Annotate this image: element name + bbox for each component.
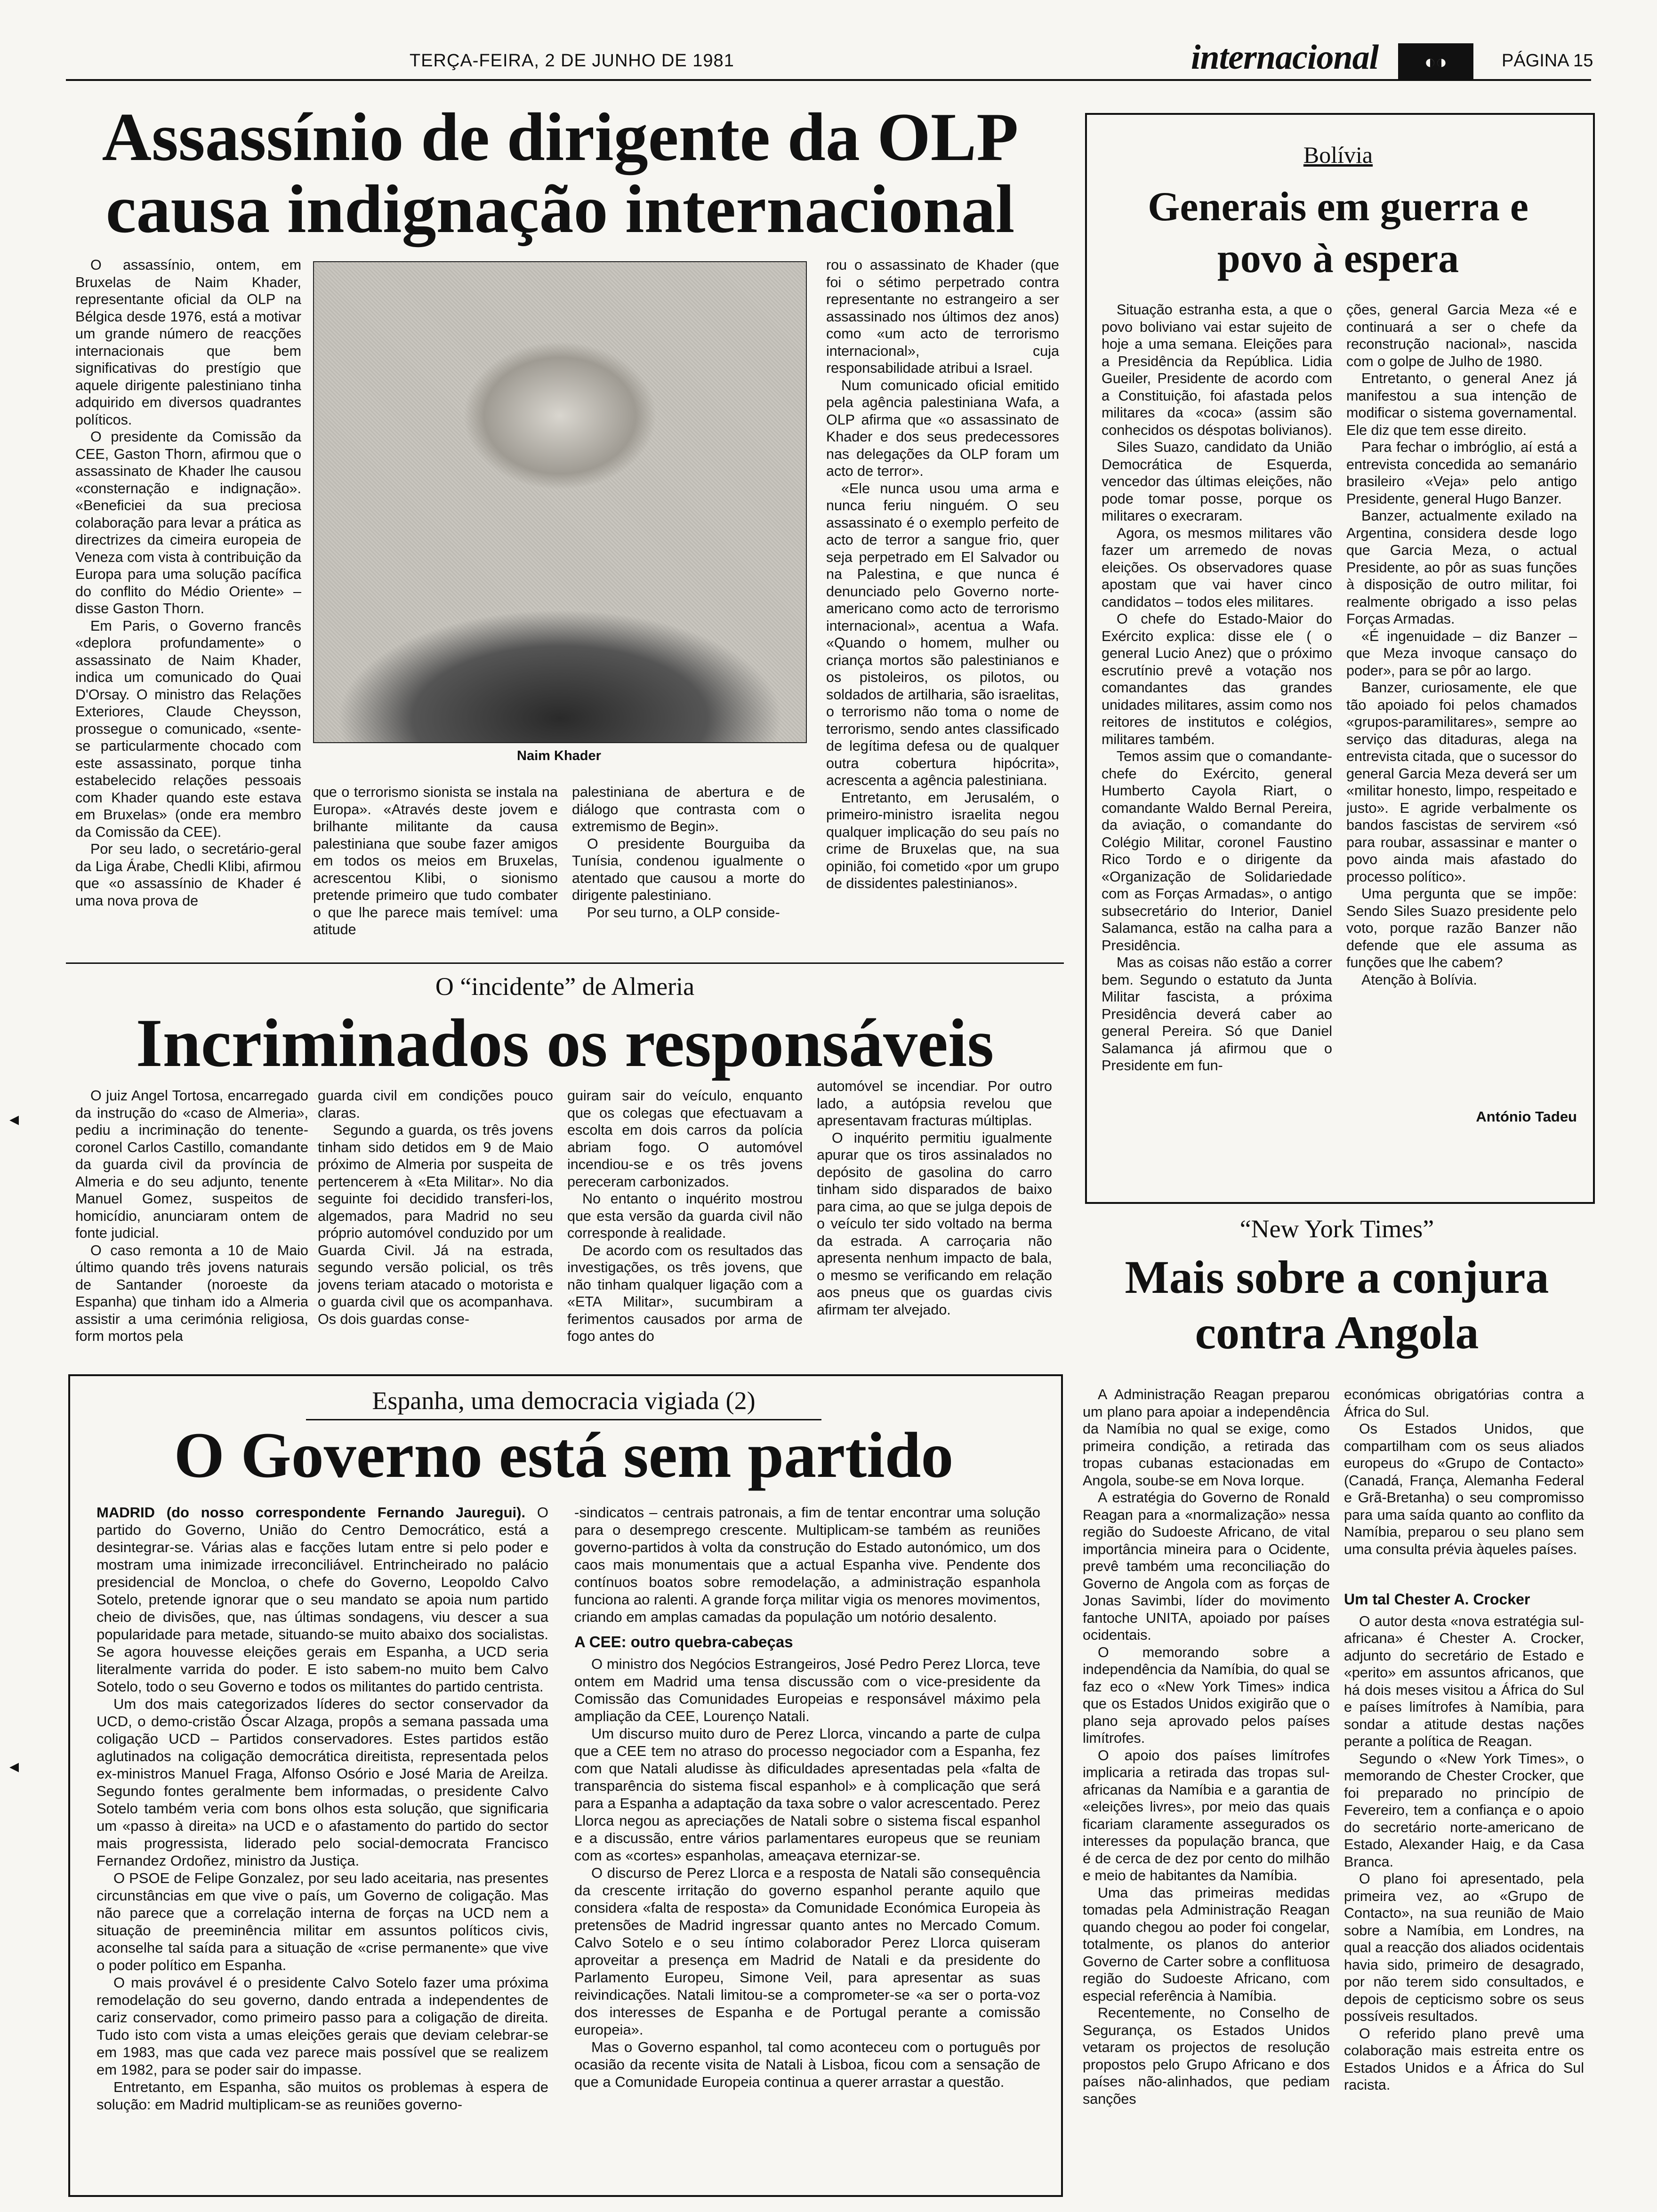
almeria-column-3 [567,1087,803,1360]
almeria-paragraph: Segundo a guarda, os três jovens tinham sido detidos em 9 de Maio próximo de Almeria por suspeita de pertencerem à «Eta Militar». No dia seguinte foi decidido transferi-los, algemados, para Madrid no seu próprio automóvel conduzido por um Guarda Civil. Já na estrada, segundo versão policial, os três jovens teriam atacado o motorista e o guarda civil que os acompanhava. Os dois guardas conse- [318,1122,553,1327]
bolivia-paragraph: Banzer, curiosamente, ele que tão apoiado foi pelos chamados «grupos-paramilitares», sempre ao serviço das ditaduras, alega na entrevista citada, que o sucessor do general Garcia Meza deverá ser um «militar honesto, limpo, respeitado e justo». E agride verbalmente os bandos fascistas de servirem «só para roubar, assassinar e manter o povo ainda mais afastado do processo político». [1346,680,1577,885]
section-logo-icon: ◐◑ [1398,43,1473,81]
bolivia-paragraph: Siles Suazo, candidato da União Democrática de Esquerda, vencedor das últimas eleições, não pode tomar posse, porque os militares o execraram. [1102,439,1332,524]
almeria-column-4 [817,1078,1052,1360]
photo-caption: Naim Khader [517,748,601,763]
espanha-paragraph: -sindicatos – centrais patronais, a fim de tentar encontrar uma solução para o desemprego crescente. Multiplicam-se também as reuniões governo-partidos à volta da construção do Estado autonómico, um dos caos mais monumentais que a actual Espanha vive. Pendente dos contínuos boatos sobre remodelação, a administração espanhola funciona ao ralenti. A grande força militar vigia os menores movimentos, criando em amplas camadas da população um notório desalento. [574,1504,1040,1625]
olp-paragraph: O presidente Bourguiba da Tunísia, condenou igualmente o atentado que causou a morte do dirigente palestiniano. [572,835,805,903]
bolivia-paragraph: Mas as coisas não estão a correr bem. Segundo o estatuto da Junta Militar fascista, a próxima Presidência deverá caber ao general Pereira. Só que Daniel Salamanca já afirmou que o Presidente em fun- [1102,954,1332,1074]
page-date: TERÇA-FEIRA, 2 DE JUNHO DE 1981 [410,51,734,71]
bolivia-paragraph: Agora, os mesmos militares vão fazer um arremedo de novas eleições. Os observadores quase apostam que vai haver cinco candidatos – todos eles militares. [1102,525,1332,610]
nyt-subhead: Um tal Chester A. Crocker [1344,1591,1530,1608]
espanha-paragraph: Um discurso muito duro de Perez Llorca, vincando a parte de culpa que a CEE tem no atraso do processo negociador com a Espanha, fez com que Natali aludisse às dificuldades apresentadas pela «falta de transparência do sistema fiscal espanhol» e à complicação que será para a Espanha a adaptação da taxa sobre o valor acrescentado. Perez Llorca negou as apreciações de Natali sobre o sistema fiscal espanhol e a discussão, entre vários parlamentares europeus que se reuniam com as «cortes» espanholas, ameaçava eternizar-se. [574,1725,1040,1864]
olp-headline: Assassínio de dirigente da OLP causa indignação internacional [102,99,1019,248]
naim-khader-photo [313,261,807,743]
bolivia-paragraph: Situação estranha esta, a que o povo boliviano vai estar sujeito de hoje a uma semana. Eleições para a Presidência da República. Lidia Gueiler, Presidente de acordo com a Constituição, foi afastada pelos militares da «coca» (assim são conhecidos os déspotas bolivianos). [1102,302,1332,438]
bolivia-paragraph: Temos assim que o comandante-chefe do Exército, general Humberto Cayola Riart, o comandante Waldo Bernal Pereira, da aviação, o comandante do Colégio Militar, coronel Faustino Rico Tordo e o dirigente da «Organização de Solidariedade com as Forças Armadas», o antigo subsecretário do Interior, Daniel Salamanca, estão na calha para a Presidência. [1102,748,1332,954]
espanha-byline: MADRID (do nosso correspondente Fernando Jauregui). [97,1504,526,1521]
almeria-column-2 [318,1087,553,1360]
almeria-paragraph: automóvel se incendiar. Por outro lado, a autópsia revelou que apresentavam fracturas múltiplas. [817,1078,1052,1129]
almeria-paragraph: No entanto o inquérito mostrou que esta versão da guarda civil não corresponde à realidade. [567,1191,803,1241]
nyt-paragraph: económicas obrigatórias contra a África do Sul. [1344,1387,1584,1420]
bolivia-paragraph: Para fechar o imbróglio, aí está a entrevista concedida ao semanário brasileiro «Veja» pelo antigo Presidente, general Hugo Banzer. [1346,439,1577,507]
espanha-lead [97,1504,548,1695]
margin-arrow-icon: ◂ [9,1109,19,1130]
nyt-paragraph: O memorando sobre a independência da Namíbia, do qual se faz eco o «New York Times» indica que os Estados Unidos exigirão que o plano seja aprovado pelos países limítrofes. [1083,1644,1330,1746]
olp-paragraph: Por seu turno, a OLP conside- [587,904,780,921]
olp-paragraph: «Ele nunca usou uma arma e nunca feriu ninguém. O seu assassinato é o exemplo perfeito de acto de terror a sangue frio, quer seja perpetrado em El Salvador ou na Palestina, e que nunca é denunciado pelo Governo norte-americano como acto de terrorismo internacional», acentua a Wafa. «Quando o homem, mulher ou criança mortos são palestinianos e os pistoleiros, os pilotos, ou soldados de artilharia, são israelitas, o terrorismo não toma o nome de terrorismo, sendo antes classificado de legítima defesa ou de qualquer outra cobertura hipócrita», acrescenta a agência palestiniana. [826,480,1059,788]
nyt-paragraph: A estratégia do Governo de Ronald Reagan para a «normalização» nessa região do Sudoeste Africano, de vital importância mineira para o Ocidente, prevê também uma reconciliação do Governo de Angola com as forças de Jonas Savimbi, líder do movimento fantoche UNITA, apoiado por países ocidentais. [1083,1490,1330,1643]
olp-paragraph: O presidente da Comissão da CEE, Gaston Thorn, afirmou que o assassinato de Khader lhe causou «consternação e indignação». «Beneficiei da sua preciosa colaboração para levar a prática as directrizes da cimeira europeia de Veneza com vista à contribuição da Europa para uma solução pacífica do conflito do Médio Oriente» – disse Gaston Thorn. [75,429,301,617]
nyt-paragraph: O plano foi apresentado, pela primeira vez, ao «Grupo de Contacto», na sua reunião de Maio sobre a Namíbia, em Londres, na qual a reacção dos aliados ocidentais havia sido, primeiro de desagrado, por não terem sido consultados, e depois de cepticismo sobre os seus possíveis resultados. [1344,1871,1584,2024]
olp-paragraph: Por seu lado, o secretário-geral da Liga Árabe, Chedli Klibi, afirmou que «o assassínio de Khader é uma nova prova de [75,841,301,909]
nyt-paragraph: Uma das primeiras medidas tomadas pela Administração Reagan quando chegou ao poder foi congelar, totalmente, os planos do anterior Governo de Carter sobre a conflituosa região do Sudoeste Africano, com especial referência à Namíbia. [1083,1884,1330,2004]
almeria-paragraph: De acordo com os resultados das investigações, os três jovens, que não tinham qualquer ligação com a «ETA Militar», sucumbiram a ferimentos causados por arma de fogo antes do [567,1242,803,1344]
bolivia-signature: António Tadeu [1476,1108,1577,1125]
olp-column-3 [572,784,805,944]
nyt-headline: Mais sobre a conjura contra Angola [1125,1251,1549,1359]
olp-paragraph: palestiniana de abertura e de diálogo que contrasta com o extremismo de Begin». [572,784,805,834]
nyt-column-2 [1344,1386,1584,2167]
espanha-paragraph: O discurso de Perez Llorca e a resposta de Natali são consequência da crescente irritação do governo espanhol perante aquilo que considera «falta de resposta» da Comunidade Económica Europeia às pretensões de Madrid ingressar quanto antes no Mercado Comum. Calvo Sotelo e o seu íntimo colaborador Perez Llorca quiseram aproveitar a presença em Madrid de Natali e da presidente do Parlamento Europeu, Simone Veil, para apresentar as suas reivindicações. Natali limitou-se a comprometer-se «a ser o porta-voz dos interesses de Espanha e de Portugal perante a comissão europeia». [574,1865,1040,2038]
nyt-column-1 [1083,1386,1330,2167]
almeria-column-1 [75,1087,308,1360]
bolivia-kicker: Bolívia [1303,142,1373,168]
bolivia-paragraph: Banzer, actualmente exilado na Argentina, considera desde logo que Garcia Meza, o actual Presidente, ao pôr as suas funções à disposição de outro militar, foi realmente obrigado a isso pelas Forças Armadas. [1346,508,1577,627]
almeria-paragraph: guiram sair do veículo, enquanto que os colegas que efectuavam a escolta em dois carros da polícia abriam fogo. O automóvel incendiou-se e os três jovens pereceram carbonizados. [567,1088,803,1190]
bolivia-paragraph: O chefe do Estado-Maior do Exército explica: disse ele ( o general Lucio Anez) que o próximo escrutínio prevê a votação nos comandantes das grandes unidades militares, assim como nos reitores de institutos e colégios, militares também. [1102,611,1332,747]
nyt-paragraph: Recentemente, no Conselho de Segurança, os Estados Unidos vetaram os projectos de resolução propostos pelo Grupo Africano e dos países não-alinhados, que pediam sanções [1083,2005,1330,2107]
bolivia-headline: Generais em guerra e povo à espera [1148,184,1528,281]
espanha-subhead: A CEE: outro quebra-cabeças [574,1633,793,1651]
bolivia-paragraph: Entretanto, o general Anez já manifestou a sua intenção de modificar o sistema governamental. Ele diz que tem esse direito. [1346,370,1577,438]
espanha-paragraph: Mas o Governo espanhol, tal como aconteceu com o português por ocasião da recente visita de Natali à Lisboa, ficou com a sensação de que a Comunidade Europeia continua a querer arrastar a questão. [574,2039,1040,2090]
almeria-paragraph: O juiz Angel Tortosa, encarregado da instrução do «caso de Almeria», pediu a incriminação do tenente-coronel Carlos Castillo, comandante da guarda civil da província de Almeria e do seu adjunto, tenente Manuel Gomez, suspeitos de homicídio, anunciaram ontem de fonte judicial. [75,1088,308,1241]
olp-column-2 [313,784,558,944]
nyt-paragraph: O apoio dos países limítrofes implicaria a retirada das tropas sul-africanas da Namíbia e a garantia de «eleições livres», por meio das quais ficariam claramente assegurados os interesses da população branca, que é de cerca de dez por cento do milhão e meio de habitantes da Namíbia. [1083,1747,1330,1883]
bolivia-column-1 [1102,301,1332,1120]
espanha-paragraph: O PSOE de Felipe Gonzalez, por seu lado aceitaria, nas presentes circunstâncias em que vive o país, um Governo de coligação. Mas não parece que a correlação interna de forças na UCD nem a situação de preeminência militar em assuntos políticos civis, aconselhe tal saída para a situação de «crise permanente» que vive o poder político em Espanha. [97,1870,548,1973]
nyt-paragraph: Os Estados Unidos, que compartilham com os seus aliados europeus do «Grupo de Contacto» (Canadá, França, Alemanha Federal e Grã-Bretanha) o seu compromisso para uma saída quanto ao conflito da Namíbia, preparou o seu plano sem uma consulta prévia àqueles países. [1344,1421,1584,1557]
almeria-paragraph: guarda civil em condições pouco claras. [318,1088,553,1121]
olp-paragraph: que o terrorismo sionista se instala na Europa». «Através deste jovem e brilhante militante da causa palestiniana que soube fazer amigos em todos os meios em Bruxelas, acrescentou Klibi, o sionismo pretende primeiro que tudo combater o que lhe parece mais temível: uma atitude [313,784,558,938]
olp-paragraph: Num comunicado oficial emitido pela agência palestiniana Wafa, a OLP afirma que «o assassinato de Khader e dos seus predecessores nas delegações da OLP foram um acto de terror». [826,377,1059,479]
bolivia-paragraph: «É ingenuidade – diz Banzer – que Meza invoque cansaço do poder», para se pôr ao largo. [1346,628,1577,679]
nyt-kicker: “New York Times” [1239,1215,1434,1243]
olp-paragraph: Em Paris, o Governo francês «deplora profundamente» o assassinato de Naim Khader, indica um comunicado do Quai D'Orsay. O ministro das Relações Exteriores, Claude Cheysson, prossegue o comunicado, «sente-se particularmente chocado com este assassinato, porque tinha estabelecido relações pessoais com Khader quando este estava em Bruxelas» (onde era membro da Comissão da CEE). [75,617,301,840]
bolivia-paragraph: Atenção à Bolívia. [1361,971,1477,988]
almeria-headline: Incriminados os responsáveis [136,1005,994,1081]
espanha-column-2 [574,1504,1040,2181]
nyt-paragraph: Segundo o «New York Times», o memorando de Chester Crocker, que foi preparado no princípio de Fevereiro, tem a confiança e o apoio do secretário norte-americano de Estado, Alexander Haig, e da Casa Branca. [1344,1750,1584,1870]
espanha-lead-text: O partido do Governo, União do Centro Democrático, está a desintegrar-se. Várias alas e facções lutam entre si pelo poder e mostram uma inimizade irreconciliável. Entrincheirado no palácio presidencial de Moncloa, o chefe do Governo, Leopoldo Calvo Sotelo, pretende ignorar que o seu mandato se apoia num partido cheio de divisões, que, nas últimas sondagens, viu descer a sua popularidade para metade, situando-se muito abaixo dos socialistas. Se agora houvesse eleições gerais em Espanha, a UCD seria literalmente varrida do poder. E isto sabem-no muito bem Calvo Sotelo, todo o seu Governo e todos os militantes do partido centrista. [97,1504,548,1695]
section-name: internacional [1191,38,1379,77]
page-number: PÁGINA 15 [1502,51,1593,71]
olp-column-4 [826,256,1059,944]
olp-paragraph: Entretanto, em Jerusalém, o primeiro-ministro israelita negou qualquer implicação do seu país no crime de Bruxelas que, na sua opinião, foi cometido «por um grupo de dissidentes palestinianos». [826,789,1059,891]
almeria-kicker: O “incidente” de Almeria [435,972,695,1001]
espanha-headline: O Governo está sem partido [174,1419,954,1491]
olp-paragraph: O assassínio, ontem, em Bruxelas de Naim Khader, representante oficial da OLP na Bélgica desde 1976, está a motivar um grande número de reacções internacionais que bem significativas do prestígio que aquele dirigente palestiniano tinha adquirido em diversos quadrantes políticos. [75,257,301,428]
espanha-kicker: Espanha, uma democracia vigiada (2) [372,1387,756,1415]
bolivia-paragraph: ções, general Garcia Meza «é e continuará a ser o chefe da reconstrução nacional», nascida com o golpe de Julho de 1980. [1346,302,1577,369]
bolivia-paragraph: Uma pergunta que se impõe: Sendo Siles Suazo presidente pelo voto, porque razão Banzer não defende que ele assuma as funções que lhe cabem? [1346,886,1577,970]
espanha-paragraph: O mais provável é o presidente Calvo Sotelo fazer uma próxima remodelação do seu governo, dando entrada a independentes de cariz conservador, como primeiro passo para a coligação de direita. Tudo isto com vista a umas eleições gerais que deviam celebrar-se em 1983, mas que cada vez parece mais possível que se realizem em 1982, para se poder sair do impasse. [97,1974,548,2078]
margin-arrow-icon: ◂ [9,1756,19,1777]
almeria-paragraph: O caso remonta a 10 de Maio último quando três jovens naturais de Santander (noroeste da Espanha) que tinham ido a Almeria assistir a uma cerimónia religiosa, form mortos pela [75,1242,308,1344]
olp-column-1 [75,256,301,944]
bolivia-column-2 [1346,301,1577,1101]
almeria-paragraph: O inquérito permitiu igualmente apurar que os tiros assinalados no depósito de gasolina do carro tinham sido disparados de baixo para cima, ao que se julga depois de o veículo ter sido voltado na berma da estrada. A carroçaria não apresenta nenhum impacto de bala, o mesmo se verificando em relação aos pneus que os guardas civis afirmam ter alvejado. [817,1130,1052,1318]
espanha-paragraph: Um dos mais categorizados líderes do sector conservador da UCD, o demo-cristão Óscar Alzaga, propôs a semana passada uma coligação UCD – Partidos conservadores. Estes partidos estão aglutinados na coligação democrática direitista, representada pelos ex-ministros Manuel Fraga, Alfonso Osório e José Maria de Areilza. Segundo fontes geralmente bem informadas, o presidente Calvo Sotelo também veria com bons olhos esta solução, que significaria um «passo à direita» na UCD e o afastamento do partido do sector mais progressista, liderado pelo social-democrata Francisco Fernandez Ordoñez, ministro da Justiça. [97,1696,548,1869]
almeria-top-rule [66,962,1064,964]
nyt-paragraph: O autor desta «nova estratégia sul-africana» é Chester A. Crocker, adjunto do secretário de Estado e «perito» em assuntos africanos, que há dois meses visitou a África do Sul e países limítrofes à Namíbia, para sondar a atitude destas nações perante a política de Reagan. [1344,1613,1584,1749]
espanha-paragraph: O ministro dos Negócios Estrangeiros, José Pedro Perez Llorca, teve ontem em Madrid uma tensa discussão com o vice-presidente da Comissão das Comunidades Europeias e responsável máximo pela ampliação da CEE, Lourenço Natali. [574,1656,1040,1724]
espanha-column-1 [97,1504,548,2181]
header-rule [66,79,1591,81]
olp-paragraph: rou o assassinato de Khader (que foi o sétimo perpetrado contra representante no estrangeiro a ser assassinado nos últimos dez anos) como «um acto de terrorismo internacional», cuja responsabilidade atribui a Israel. [826,257,1059,376]
nyt-paragraph: O referido plano prevê uma colaboração mais estreita entre os Estados Unidos e a África do Sul racista. [1344,2025,1584,2093]
nyt-paragraph: A Administração Reagan preparou um plano para apoiar a independência da Namíbia no qual se exige, como primeira condição, a retirada das tropas cubanas estacionadas em Angola, soube-se em Nova Iorque. [1083,1387,1330,1489]
espanha-paragraph: Entretanto, em Espanha, são muitos os problemas à espera de solução: em Madrid multiplicam-se as reuniões governo- [97,2079,548,2113]
